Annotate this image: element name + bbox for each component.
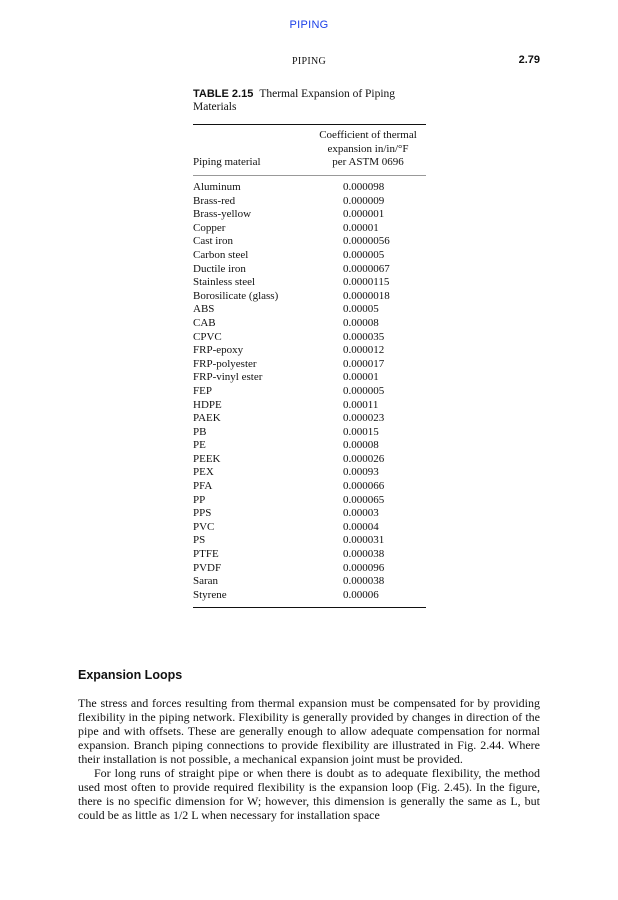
top-section-link[interactable]: PIPING: [289, 19, 329, 31]
coefficient-cell: 0.000001: [343, 208, 385, 221]
table-number: TABLE 2.15: [193, 88, 254, 100]
coefficient-cell: 0.0000115: [343, 276, 390, 289]
material-cell: Stainless steel: [193, 276, 256, 289]
material-cell: PAEK: [193, 412, 221, 425]
material-cell: Brass-red: [193, 194, 236, 207]
coefficient-cell: 0.000098: [343, 181, 385, 193]
coefficient-cell: 0.000012: [343, 344, 385, 357]
coefficient-cell: 0.00008: [343, 439, 379, 452]
paragraph: For long runs of straight pipe or when there is doubt as to adequate flexibility, the method used most often to provide required flexibility is the expansion loop (Fig. 2.45). In the figure, there is no specific dimension for W; however, this dimension is generally the same as L, but could be as little as 1/2 L when necessary for installation space: [78, 766, 540, 822]
table-row: [193, 426, 426, 440]
coefficient-cell: 0.000005: [343, 384, 385, 397]
table-row: [193, 453, 426, 467]
table-caption: [193, 88, 433, 114]
table-row: [193, 480, 426, 494]
material-cell: PP: [193, 493, 206, 506]
material-cell: PVDF: [193, 561, 222, 574]
table-row: [193, 303, 426, 317]
material-cell: Carbon steel: [193, 248, 249, 261]
table-row: [193, 385, 426, 399]
table-row: [193, 317, 426, 331]
coefficient-cell: 0.00006: [343, 588, 379, 601]
coefficient-cell: 0.00093: [343, 466, 379, 479]
table-row: [193, 589, 426, 603]
table-row: [193, 235, 426, 249]
table-row: [193, 534, 426, 548]
table-row: [193, 399, 426, 413]
table-row: [193, 358, 426, 372]
coefficient-cell: 0.0000018: [343, 289, 390, 302]
coefficient-cell: 0.00015: [343, 425, 379, 438]
table-row: [193, 263, 426, 277]
material-cell: FEP: [193, 384, 212, 397]
table-row: [193, 575, 426, 589]
coefficient-cell: 0.000031: [343, 534, 385, 547]
table-row: [193, 412, 426, 426]
material-cell: PVC: [193, 520, 215, 533]
coefficient-cell: 0.000005: [343, 248, 385, 261]
column-header-coefficient: Coefficient of thermal expansion in/in/°F per ASTM 0696: [319, 129, 417, 168]
coefficient-cell: 0.00001: [343, 221, 379, 234]
material-cell: Styrene: [193, 588, 227, 601]
material-cell: PPS: [193, 507, 212, 520]
coefficient-cell: 0.00011: [343, 398, 379, 411]
paragraph: The stress and forces resulting from thermal expansion must be compensated for by providing flexibility in the piping network. Flexibility is generally provided by changes in direction of the pipe and with offsets. These are generally enough to allow adequate compensation for normal expansion. Branch piping connections to provide flexibility are illustrated in Fig. 2.44. Where their installation is not possible, a mechanical expansion joint must be provided.: [78, 696, 540, 766]
page-number: 2.79: [518, 54, 540, 66]
material-cell: PE: [193, 439, 206, 452]
table-row: [193, 249, 426, 263]
table-row: [193, 466, 426, 480]
table-row: [193, 371, 426, 385]
coefficient-cell: 0.000009: [343, 194, 385, 207]
material-cell: Borosilicate (glass): [193, 289, 279, 302]
coefficient-cell: 0.00008: [343, 316, 379, 329]
section-heading: Expansion Loops: [78, 668, 183, 682]
table-row: [193, 562, 426, 576]
material-cell: Copper: [193, 221, 226, 234]
material-cell: PEEK: [193, 452, 221, 465]
table-row: [193, 290, 426, 304]
coefficient-cell: 0.00001: [343, 371, 379, 384]
coefficient-cell: 0.0000056: [343, 235, 390, 248]
coefficient-cell: 0.000065: [343, 493, 385, 506]
material-cell: FRP-vinyl ester: [193, 371, 263, 384]
coefficient-cell: 0.000035: [343, 330, 385, 343]
coefficient-cell: 0.00004: [343, 520, 379, 533]
material-cell: PEX: [193, 466, 214, 479]
coefficient-cell: 0.00003: [343, 507, 379, 520]
table-row: [193, 181, 426, 195]
table-row: [193, 195, 426, 209]
coefficient-cell: 0.000096: [343, 561, 385, 574]
material-cell: CPVC: [193, 330, 222, 343]
table-row: [193, 494, 426, 508]
table-title: Thermal Expansion of Piping Materials: [193, 88, 396, 113]
table-bottom-rule: [193, 607, 426, 608]
material-cell: Aluminum: [193, 181, 241, 193]
material-cell: ABS: [193, 303, 215, 316]
coefficient-cell: 0.000038: [343, 548, 385, 561]
material-cell: PB: [193, 425, 207, 438]
material-cell: PTFE: [193, 548, 219, 561]
material-cell: Brass-yellow: [193, 208, 252, 221]
coefficient-cell: 0.000023: [343, 412, 385, 425]
material-cell: PS: [193, 534, 206, 547]
table-row: [193, 222, 426, 236]
running-head: PIPING: [291, 56, 327, 67]
material-cell: Cast iron: [193, 235, 234, 248]
coefficient-cell: 0.00005: [343, 303, 379, 316]
material-cell: PFA: [193, 480, 213, 493]
material-cell: FRP-polyester: [193, 357, 257, 370]
coefficient-cell: 0.0000067: [343, 262, 390, 275]
material-cell: Saran: [193, 575, 219, 588]
table-body: [193, 181, 426, 602]
coefficient-cell: 0.000066: [343, 480, 385, 493]
table-row: [193, 548, 426, 562]
table-row: [193, 439, 426, 453]
table-top-rule: [193, 124, 426, 125]
coefficient-cell: 0.000038: [343, 575, 385, 588]
coefficient-cell: 0.000017: [343, 357, 385, 370]
table-row: [193, 521, 426, 535]
table-row: [193, 276, 426, 290]
material-cell: FRP-epoxy: [193, 344, 244, 357]
table-row: [193, 344, 426, 358]
table-row: [193, 507, 426, 521]
body-text: [78, 696, 540, 822]
coefficient-cell: 0.000026: [343, 452, 385, 465]
column-header-material: Piping material: [193, 156, 261, 168]
table-row: [193, 331, 426, 345]
material-cell: CAB: [193, 316, 216, 329]
table-header-rule: [193, 175, 426, 176]
material-cell: Ductile iron: [193, 262, 246, 275]
table-row: [193, 208, 426, 222]
material-cell: HDPE: [193, 398, 222, 411]
